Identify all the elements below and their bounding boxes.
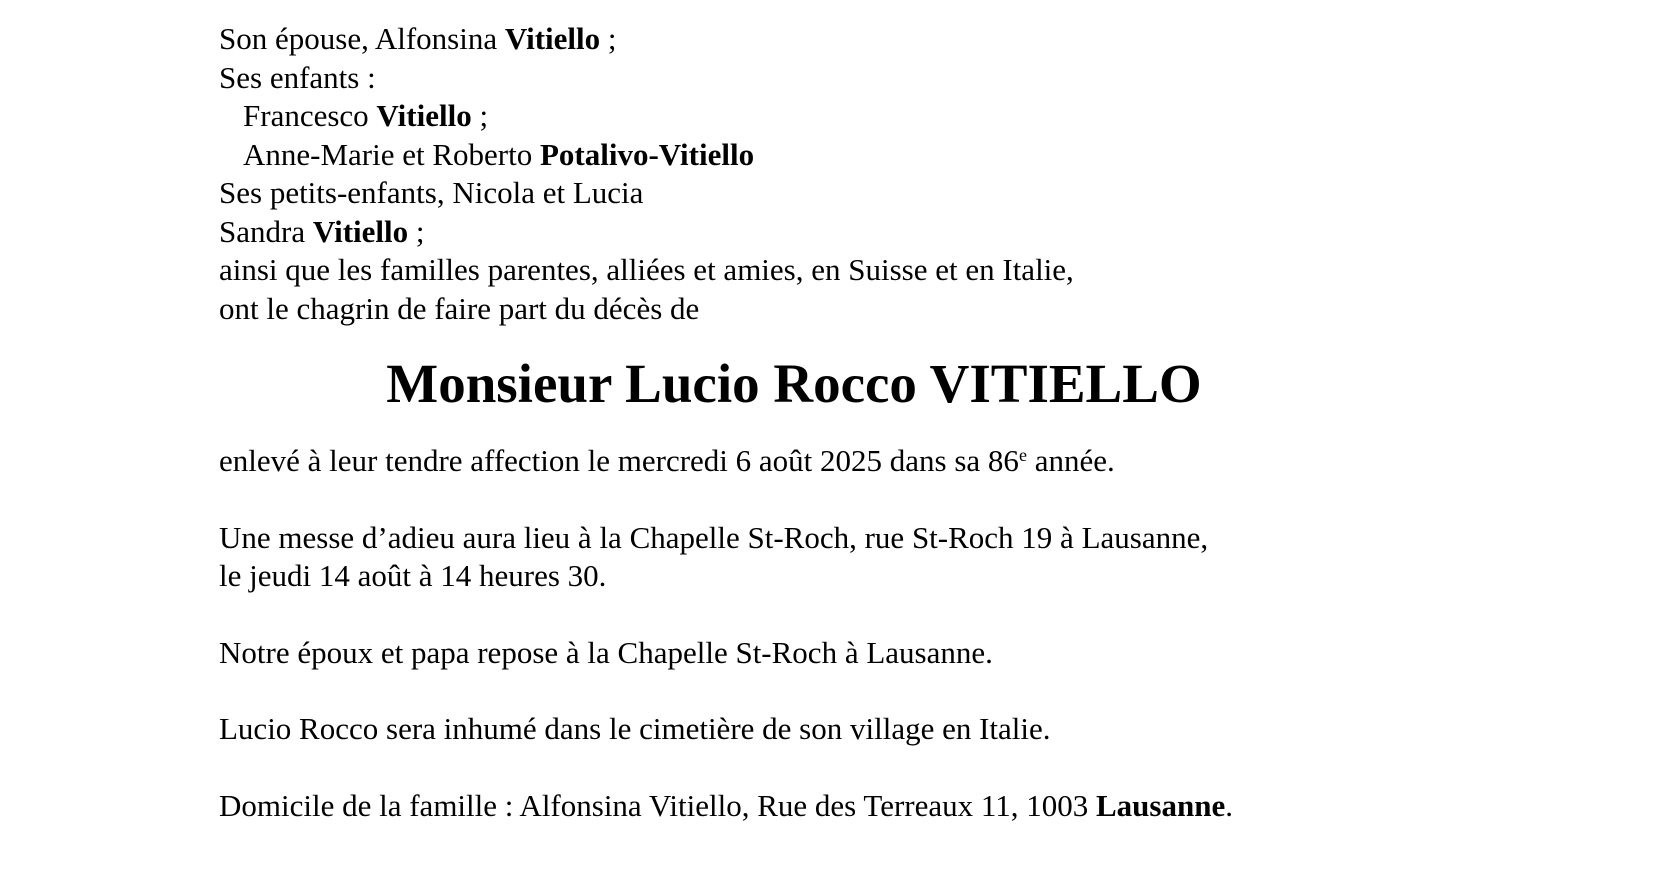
spouse-suffix: ; [600, 21, 617, 56]
announce-line: ont le chagrin de faire part du décès de [219, 290, 700, 326]
child1-surname: Vitiello [376, 98, 472, 133]
sandra-surname: Vitiello [312, 213, 409, 249]
child1-line [219, 97, 1619, 136]
domicile-suffix: . [1225, 787, 1233, 823]
rest-line: Notre époux et papa repose à la Chapelle St-Roch à Lausanne. [219, 634, 993, 670]
child1-first: Francesco [243, 98, 377, 133]
sandra-first: Sandra [219, 213, 313, 249]
family-block [219, 20, 1619, 328]
spouse-text: Son épouse, Alfonsina [219, 21, 505, 56]
children-label: Ses enfants : [219, 59, 376, 95]
child2-line [219, 136, 1619, 175]
child1-suffix: ; [471, 98, 489, 133]
death-line [219, 442, 1619, 481]
burial-line: Lucio Rocco sera inhumé dans le cimetière de son village en Italie. [219, 711, 1051, 746]
families-line: ainsi que les familles parentes, alliées et amies, en Suisse et en Italie, [219, 252, 1074, 287]
domicile-text: Domicile de la famille : Alfonsina Vitiello, Rue des Terreaux 11, 1003 [219, 787, 1096, 823]
child2-first: Anne-Marie et Roberto [243, 136, 540, 172]
sandra-line [219, 213, 1619, 252]
domicile-city: Lausanne [1095, 787, 1226, 823]
spouse-line [219, 20, 1619, 59]
ordinal-superscript: e [1018, 445, 1027, 465]
sandra-suffix: ; [408, 213, 425, 249]
mass-line-2: le jeudi 14 août à 14 heures 30. [219, 558, 607, 593]
spouse-surname: Vitiello [504, 21, 601, 56]
death-text: enlevé à leur tendre affection le mercredi 6 août 2025 dans sa 86 [219, 443, 1019, 478]
child2-surname: Potalivo-Vitiello [539, 136, 755, 172]
grandchildren-line: Ses petits-enfants, Nicola et Lucia [219, 175, 644, 210]
mass-paragraph [219, 519, 1619, 596]
domicile-line [219, 787, 1619, 826]
mass-line-1: Une messe d’adieu aura lieu à la Chapelle St-Roch, rue St-Roch 19 à Lausanne, [219, 519, 1209, 555]
deceased-name: Monsieur Lucio Rocco VITIELLO [386, 353, 1202, 414]
death-suffix: année. [1026, 443, 1115, 478]
obituary-notice [219, 20, 1619, 863]
